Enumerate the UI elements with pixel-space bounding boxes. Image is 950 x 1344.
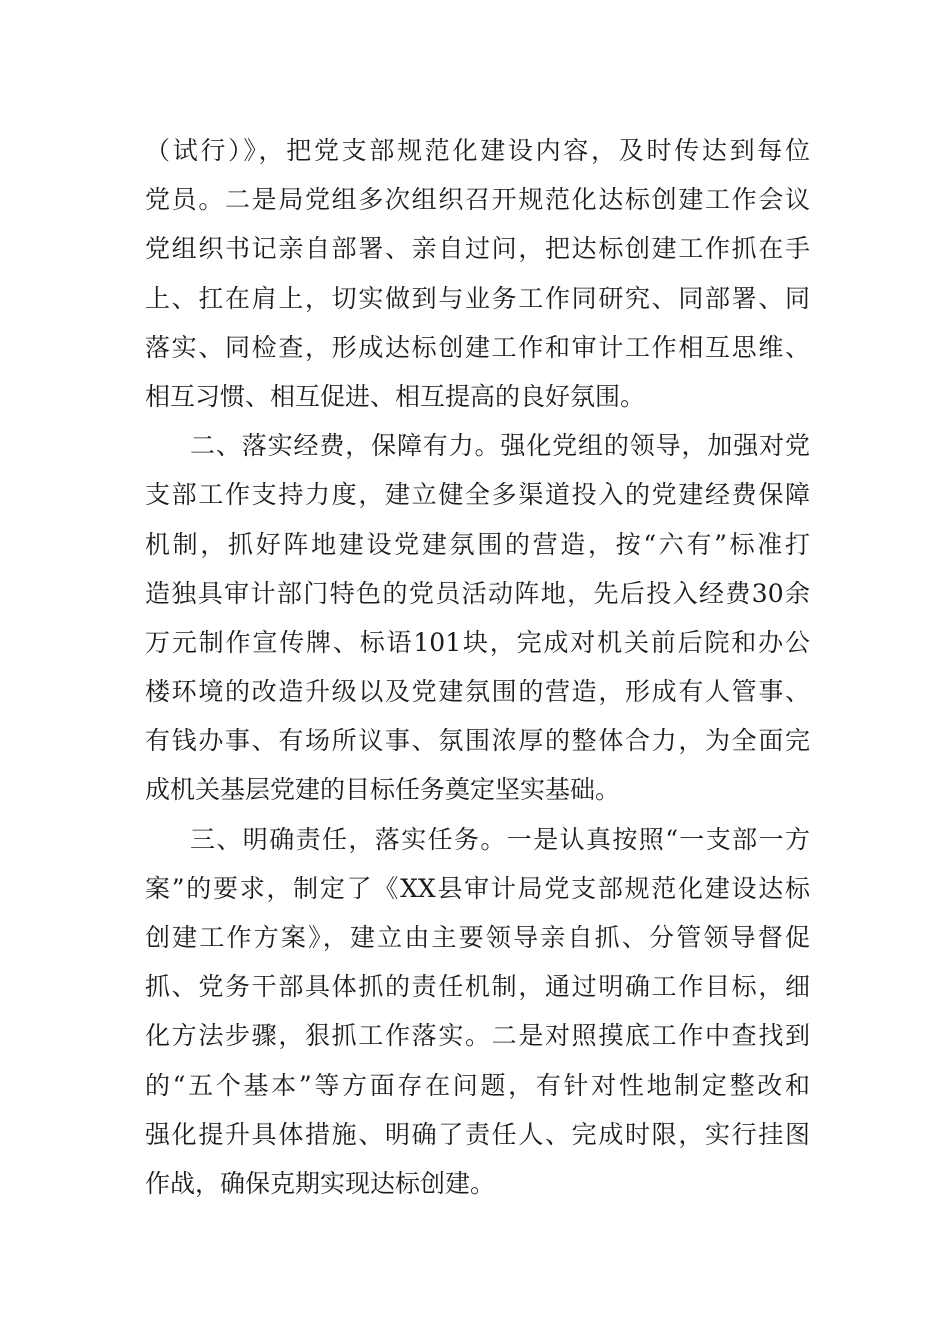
text-line: 案”的要求，制定了《XX县审计局党支部规范化建设达标 <box>145 873 810 903</box>
paragraph-3 <box>145 815 810 1209</box>
text-line: 成机关基层党建的目标任务奠定坚实基础。 <box>145 775 621 805</box>
text-line: 造独具审计部门特色的党员活动阵地，先后投入经费30余 <box>145 578 810 608</box>
text-line: 落实、同检查，形成达标创建工作和审计工作相互思维、 <box>145 332 810 362</box>
text-line: 楼环境的改造升级以及党建氛围的营造，形成有人管事、 <box>145 677 810 707</box>
text-line: 党组织书记亲自部署、亲自过问，把达标创建工作抓在手 <box>145 234 810 264</box>
text-line: 党员。二是局党组多次组织召开规范化达标创建工作会议 <box>145 185 810 215</box>
text-line: 上、扛在肩上，切实做到与业务工作同研究、同部署、同 <box>145 283 810 313</box>
text-line: 的“五个基本”等方面存在问题，有针对性地制定整改和 <box>145 1070 810 1100</box>
text-line: 创建工作方案》，建立由主要领导亲自抓、分管领导督促 <box>145 923 810 952</box>
text-line: （试行）》，把党支部规范化建设内容，及时传达到每位 <box>145 136 810 165</box>
text-line: 有钱办事、有场所议事、氛围浓厚的整体合力，为全面完 <box>145 726 810 756</box>
text-line: 作战，确保克期实现达标创建。 <box>145 1168 496 1198</box>
text-line: 机制，抓好阵地建设党建氛围的营造，按“六有”标准打 <box>145 529 810 559</box>
paragraph-2 <box>145 421 810 815</box>
text-line: 相互习惯、相互促进、相互提高的良好氛围。 <box>145 381 646 411</box>
text-line: 二、落实经费，保障有力。强化党组的领导，加强对党 <box>190 431 810 461</box>
text-line: 三、明确责任，落实任务。一是认真按照“一支部一方 <box>190 824 810 854</box>
document-body <box>145 126 810 1208</box>
text-line: 万元制作宣传牌、标语101块，完成对机关前后院和办公 <box>145 627 810 657</box>
text-line: 化方法步骤，狠抓工作落实。二是对照摸底工作中查找到 <box>145 1021 810 1051</box>
text-line: 强化提升具体措施、明确了责任人、完成时限，实行挂图 <box>145 1119 810 1149</box>
paragraph-1 <box>145 126 810 421</box>
text-line: 抓、党务干部具体抓的责任机制，通过明确工作目标，细 <box>145 972 810 1002</box>
text-line: 支部工作支持力度，建立健全多渠道投入的党建经费保障 <box>145 480 810 510</box>
